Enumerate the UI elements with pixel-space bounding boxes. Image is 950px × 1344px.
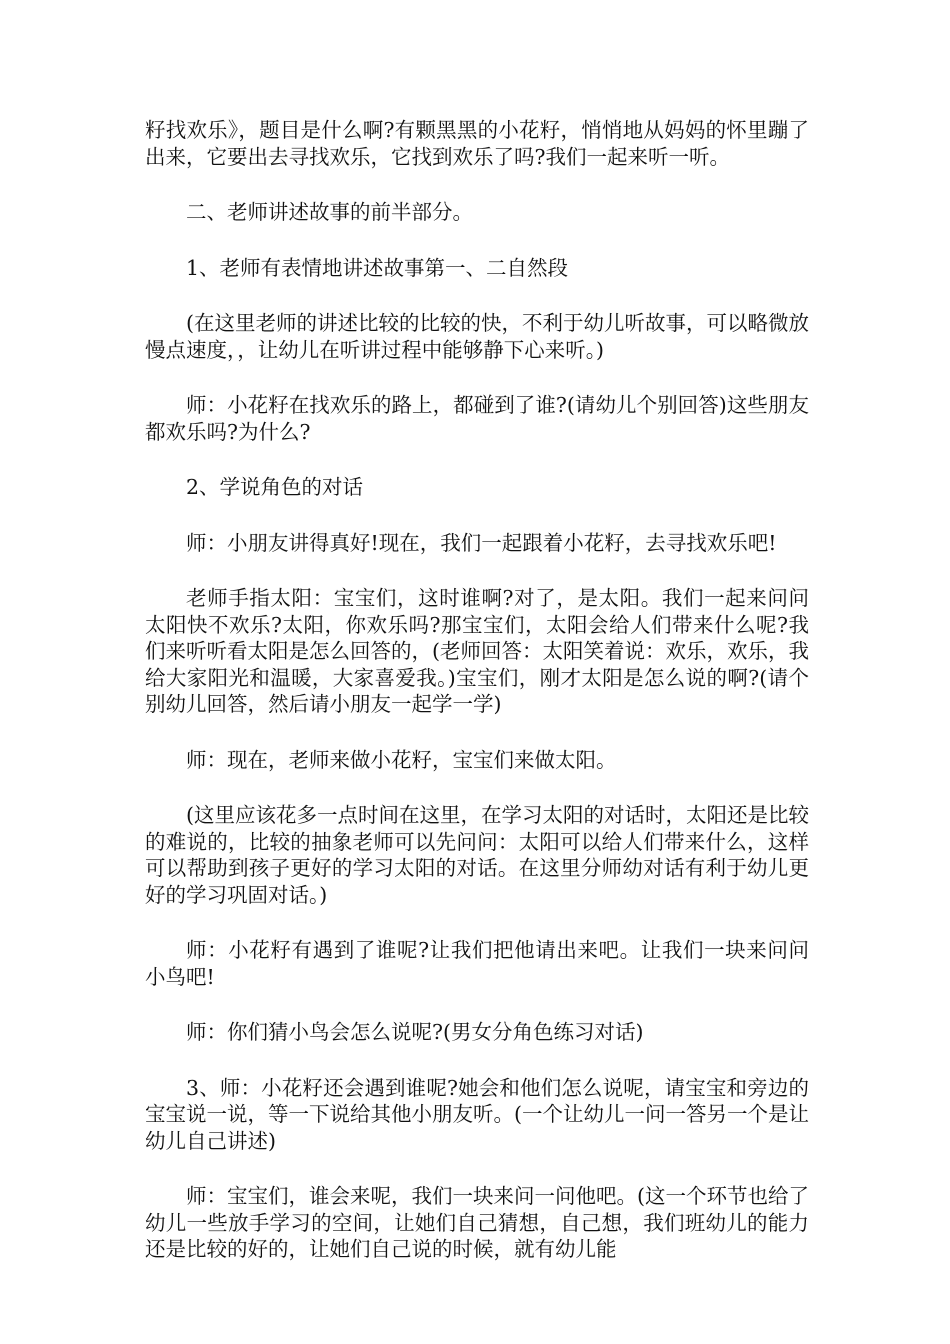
- paragraph-note-sun: (这里应该花多一点时间在这里，在学习太阳的对话时，太阳还是比较的难说的，比较的抽象老师可以先问问：太阳可以给人们带来什么，这样可以帮助到孩子更好的学习太阳的对话。在这里分师幼对话有利于幼儿更好的学习巩固对话。): [145, 803, 809, 907]
- paragraph-note-speed: (在这里老师的讲述比较的比较的快，不利于幼儿听故事，可以略微放慢点速度，，让幼儿在听讲过程中能够静下心来听。): [145, 311, 809, 362]
- paragraph-section-two-heading: 二、老师讲述故事的前半部分。: [186, 200, 473, 224]
- paragraph-teacher-praise: 师：小朋友讲得真好!现在，我们一起跟着小花籽，去寻找欢乐吧!: [186, 530, 777, 555]
- paragraph-step-three: 3、师：小花籽还会遇到谁呢?她会和他们怎么说呢，请宝宝和旁边的宝宝说一说，等一下说给其他小朋友听。(一个让幼儿一问一答另一个是让幼儿自己讲述): [145, 1075, 809, 1153]
- paragraph-bird-guess: 师：你们猜小鸟会怎么说呢?(男女分角色练习对话): [186, 1020, 644, 1044]
- paragraph-open-learning: 师：宝宝们，谁会来呢，我们一块来问一问他吧。(这一个环节也给了幼儿一些放手学习的空间，让她们自己猜想，自己想，我们班幼儿的能力还是比较的好的，让她们自己说的时候，就有幼儿能: [145, 1184, 809, 1261]
- document-body: [145, 117, 809, 1263]
- paragraph-sun-dialogue: 老师手指太阳：宝宝们，这时谁啊?对了，是太阳。我们一起来问问太阳快不欢乐?太阳，你欢乐吗?那宝宝们，太阳会给人们带来什么呢?我们来听听看太阳是怎么回答的，(老师回答：太阳笑着说：欢乐，欢乐，我给大家阳光和温暖，大家喜爱我。)宝宝们，刚才太阳是怎么说的啊?(请个别幼儿回答，然后请小朋友一起学一学): [145, 586, 809, 716]
- paragraph-step-one: 1、老师有表情地讲述故事第一、二自然段: [186, 255, 569, 280]
- paragraph-step-two: 2、学说角色的对话: [186, 475, 364, 499]
- paragraph-story-intro: 籽找欢乐》，题目是什么啊?有颗黑黑的小花籽，悄悄地从妈妈的怀里蹦了出来，它要出去寻找欢乐，它找到欢乐了吗?我们一起来听一听。: [145, 118, 809, 169]
- paragraph-bird-invite: 师：小花籽有遇到了谁呢?让我们把他请出来吧。让我们一块来问问小鸟吧!: [145, 938, 809, 989]
- paragraph-teacher-question: 师：小花籽在找欢乐的路上，都碰到了谁?(请幼儿个别回答)这些朋友都欢乐吗?为什么?: [145, 393, 809, 444]
- paragraph-role-play-sun: 师：现在，老师来做小花籽，宝宝们来做太阳。: [186, 747, 617, 772]
